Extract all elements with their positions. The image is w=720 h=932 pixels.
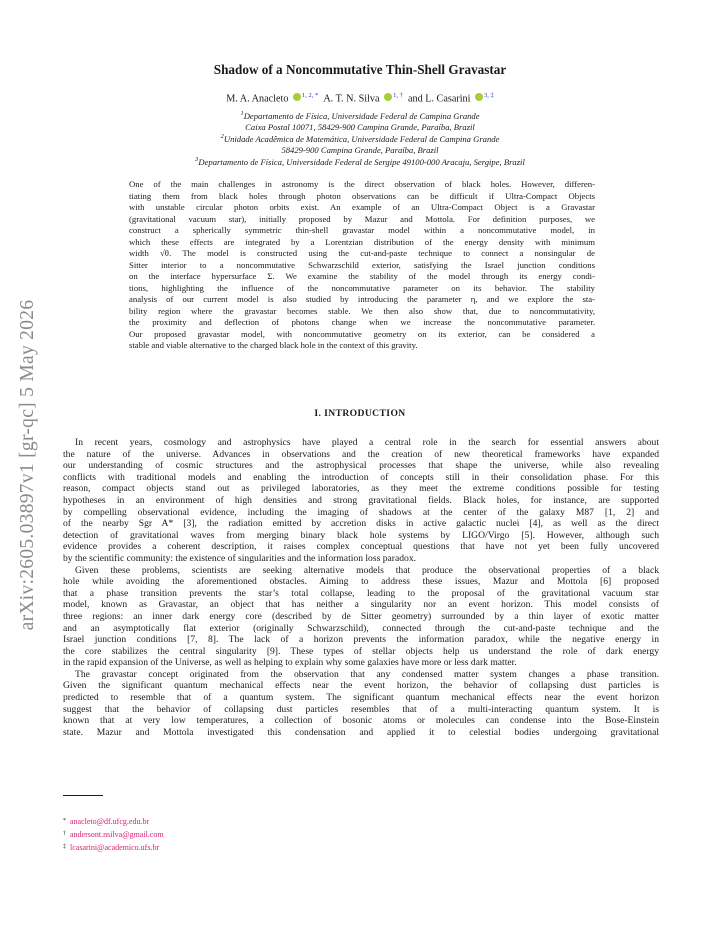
body-line: known that at very low temperatures, a collection of bosonic atoms or molecules can condense into the Bose-Einstein	[63, 715, 659, 727]
affiliation-line: Departamento de Física, Universidade Federal de Sergipe 49100-000 Aracaju, Sergipe, Brazil	[198, 156, 525, 167]
abstract-line: stable and viable alternative to the charged black hole in the context of this gravity.	[129, 340, 418, 350]
arxiv-identifier-stamp	[6, 265, 50, 665]
footnote	[63, 841, 164, 854]
author-conjunction: and	[407, 93, 423, 105]
body-line: three regions: an inner dark energy core (described by de Sitter geometry) surrounded by a thin layer of exotic matter	[63, 610, 659, 622]
body-line: by the scientific community: the existence of singularities and the information loss paradox.	[63, 552, 417, 564]
abstract-line: with unstable circular photon orbits exist. An example of an Ultra-Compact Object is a Gravastar	[129, 202, 595, 212]
paper-title: Shadow of a Noncommutative Thin-Shell Gravastar	[213, 62, 507, 77]
footnote-mark: †	[63, 831, 66, 837]
body-line: the core stabilizes the central singularity [9]. These types of stellar objects help us understand the role of dark energy	[63, 645, 659, 657]
abstract-line: (gravitational vacuum star), initially proposed by Mazur and Mottola. For definition purposes, we	[129, 213, 595, 224]
abstract-line: Sitter interior to a noncommutative Schwarzschild exterior, satisfying the Israel junction conditions	[129, 259, 595, 270]
affiliation-mark: 3	[195, 156, 199, 163]
abstract-line: One of the main challenges in astronomy is the direct observation of black holes. However, differen-	[129, 179, 595, 189]
author-affiliation-marks[interactable]: 1, †	[393, 92, 403, 99]
author-name: L. Casarini	[425, 93, 471, 105]
abstract-line: which these effects are integrated by a Lorentzian distribution of the energy density with minimum	[129, 236, 595, 247]
body-line: In recent years, cosmology and astrophysics have played a central role in the search for essential answers about	[75, 437, 659, 448]
abstract-line: tiating them from black holes through photon observations can be difficult if Ultra-Compact Objects	[129, 190, 595, 201]
affiliation-line: 58429-900 Campina Grande, Paraíba, Brazil	[281, 144, 439, 155]
affiliation-3	[0, 154, 720, 168]
orcid-icon[interactable]	[475, 93, 483, 101]
author-affiliation-marks[interactable]: 1, 2, *	[301, 92, 319, 99]
body-line: suggest that the behavior of collapsing dust particles resembles that of a multi-interacting quantum system. It is	[63, 703, 659, 715]
author-affiliation-marks[interactable]: 3, ‡	[484, 92, 494, 99]
footnote-mark: *	[63, 818, 66, 824]
body-line: Given these problems, scientists are seeking alternative models that produce the observational properties of a black	[75, 564, 659, 576]
abstract-line: tions, highlighting the influence of the noncommutative parameter on its behavior. The stability	[129, 282, 595, 293]
author-email-link[interactable]: andersont.nsilva@gmail.com	[70, 830, 164, 839]
body-line: reason, compact objects stand out as privileged laboratories, as they meet the extreme conditions possible for testing	[63, 483, 659, 495]
body-line: that a phase transition prevents the star’s total collapse, leading to the proposal of the gravitational vacuum star	[63, 587, 659, 599]
abstract-line: analysis of our current model is also studied by introducing the parameter η, and we explore the sta-	[129, 294, 595, 304]
affiliation-2	[0, 131, 720, 156]
affiliation-line: Departamento de Física, Universidade Federal de Campina Grande	[243, 110, 480, 121]
body-line: by compelling observational evidence, including the imaging of shadows at the center of the galaxy M87 [1, 2] and	[63, 506, 659, 518]
affiliation-1	[0, 108, 720, 133]
affiliation-mark: 2	[220, 133, 224, 140]
author-list	[0, 92, 720, 104]
body-line: our understanding of cosmic structures and the astrophysical processes that shape the universe, while also revealing	[63, 460, 659, 472]
body-line: predicted to resemble that of a quantum system. The significant quantum mechanical effects near the event horizon	[63, 692, 659, 704]
abstract-line: bility region where the gravastar becomes stable. We then also show that, due to noncommutativity,	[129, 305, 595, 316]
author-name: A. T. N. Silva	[323, 93, 380, 105]
body-line: conflicts with traditional models and enabling the introduction of concepts still in their consolidation phase. For this	[63, 471, 659, 483]
body-line: state. Mazur and Mottola investigated this condensation and applied it to celestial bodies undergoing gravitational	[63, 726, 659, 738]
introduction-text	[63, 437, 659, 738]
footnotes	[63, 815, 164, 854]
affiliation-line: Caixa Postal 10071, 58429-900 Campina Grande, Paraíba, Brazil	[245, 121, 475, 132]
body-line: the nature of the universe. Advances in observations and the creation of new theoretical frameworks have expanded	[63, 448, 659, 460]
body-line: of the nearby Sgr A* [3], the radiation emitted by accretion disks in active galactic nuclei [4], as well as the direct	[63, 518, 659, 530]
affiliation-line: Unidade Acadêmica de Matemática, Universidade Federal de Campina Grande	[223, 133, 500, 144]
abstract-line: Our proposed gravastar model, with noncommutative geometry on its exterior, can be considered a	[129, 328, 595, 339]
author-name: M. A. Anacleto	[226, 93, 289, 105]
footnote	[63, 828, 164, 841]
abstract-line: width √θ. The model is constructed using the cut-and-paste technique to connect a nonsingular de	[129, 248, 595, 258]
footnote	[63, 815, 164, 828]
body-line: The gravastar concept originated from the observation that any condensed matter system changes a phase transition.	[75, 668, 659, 680]
orcid-icon[interactable]	[384, 93, 392, 101]
author-email-link[interactable]: anacleto@df.ufcg.edu.br	[70, 817, 150, 826]
abstract-line: on the interface hypersurface Σ. We examine the stability of the model through its energy condi-	[129, 271, 595, 281]
orcid-icon[interactable]	[293, 93, 301, 101]
body-line: detection of gravitational waves from merging binary black hole systems by LIGO/Virgo [5]. However, although such	[63, 529, 659, 541]
author-email-link[interactable]: lcasarini@academico.ufs.br	[70, 843, 160, 852]
abstract-line: construct a spherically symmetric thin-shell gravastar model within a noncommutative model, in	[129, 225, 595, 235]
section-heading: I. INTRODUCTION	[314, 408, 406, 419]
body-line: hypotheses in an environment of high densities and strong gravitational fields. Black holes, for instance, are supported	[63, 494, 659, 506]
affiliation-mark: 1	[240, 110, 244, 117]
body-line: and an asymptotically flat exterior (originally Schwarzschild), connected through the cut-and-paste technique and the	[63, 622, 659, 634]
abstract-line: the proximity and deflection of photons change when we increase the noncommutative parameter.	[129, 317, 595, 327]
body-line: Given the significant quantum mechanical effects near the event horizon, the behavior of collapsing dust particles is	[63, 680, 659, 692]
body-line: in the rapid expansion of the Universe, as well as helping to explain why some galaxies have more or less dark matter.	[63, 657, 517, 669]
arxiv-identifier-text: arXiv:2605.03897v1 [gr-qc] 5 May 2026	[17, 299, 38, 631]
body-line: evidence provides a coherent description, it raises complex conceptual questions that have not yet been fully uncovered	[63, 541, 659, 553]
body-line: model, known as Gravastar, an object that has neither a singularity nor an event horizon. This model consists of	[63, 599, 659, 611]
footnote-separator	[63, 795, 103, 796]
body-line: Israel junction conditions [7, 8]. The lack of a horizon prevents the information paradox, while the negative energy in	[63, 634, 659, 646]
footnote-mark: ‡	[63, 844, 66, 850]
abstract	[129, 179, 595, 352]
body-line: hole while avoiding the aforementioned obstacles. Aiming to address these issues, Mazur and Mottola [6] proposed	[63, 576, 659, 588]
